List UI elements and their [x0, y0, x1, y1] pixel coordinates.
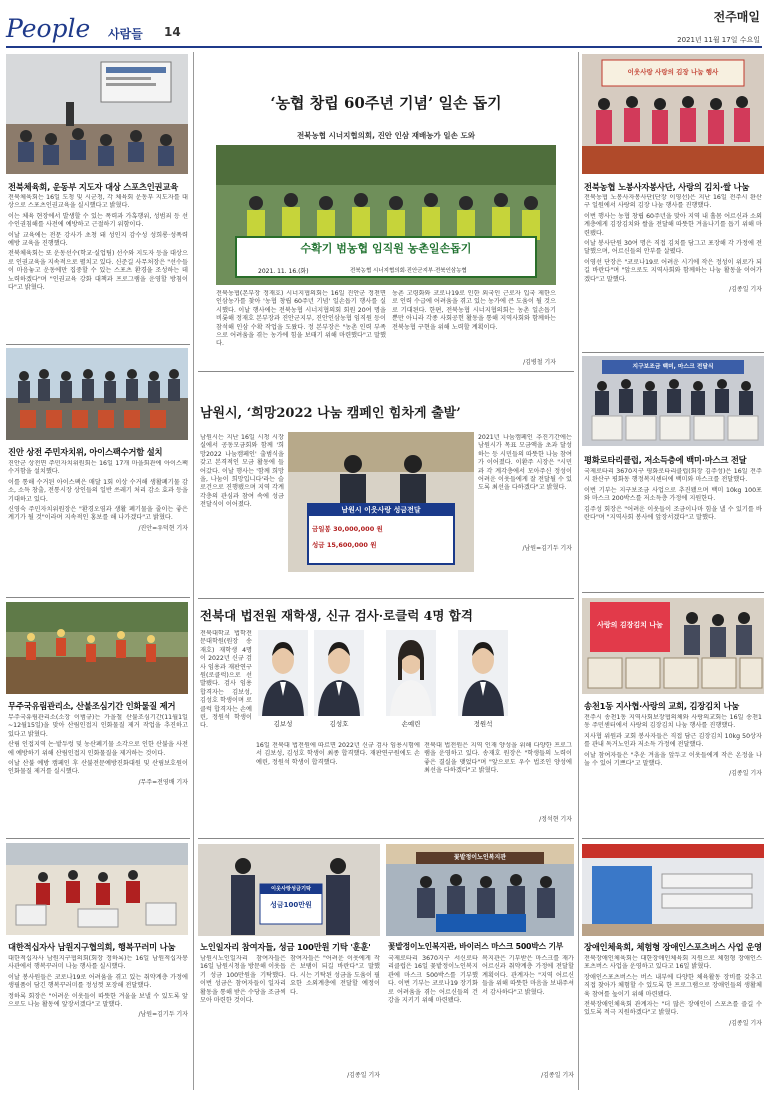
a1-rule — [6, 344, 190, 345]
a8-body-left: 남원시노인일자리 참여자들은 16일 남원시청을 방문해 이웃돕기 성금 100만원을 기탁했다. 이번 성금은 참여자들이 일자리 활동을 통해 받은 수당을 조금씩 모아 마련한 것이다. — [200, 955, 286, 1005]
a5-banner-date: 2021. 11. 16.(화) — [258, 268, 309, 275]
a3-photo-field-work — [6, 602, 188, 694]
issue-date: 2021년 11월 17일 수요일 — [677, 36, 760, 44]
a10-body: 전북농협 노봉사자봉사단(단장 이영선)은 지난 16일 전주시 완산구 일원에서 사랑의 김장 나눔 행사를 진행했다. 이번 행사는 농협 창립 60주년을 맞아 지역 내 홀몸 어르신과 소외계층에게 김장김치와 쌀을 전달해 따뜻한 겨울나기를 돕기 위해 마련됐다. 이날 봉사단원 30여 명은 직접 김치를 담그고 포장해 각 가정에 전달했으며, 어르신들의 안부를 살폈다. 이영선 단장은 "코로나19로 어려운 시기에 작은 정성이 위로가 되길 바란다"며 "앞으로도 지역사회와 함께하는 나눔 활동을 이어가겠다"고 말했다. /김종일 기자 — [584, 194, 762, 294]
a10-headline: 전북농협 노봉사자봉사단, 사랑의 김치·쌀 나눔 — [584, 182, 750, 192]
a5-rule — [198, 371, 574, 372]
a5-subhead: 전북농협 시너지협의회, 진안 인삼 재배농가 일손 도와 — [297, 131, 475, 140]
a12-byline: /김종일 기자 — [729, 770, 762, 778]
a6-check-amount2: 성금 15,600,000 원 — [312, 541, 377, 549]
a7-portrait-caption-2: 김성호 — [329, 720, 349, 728]
a12-body: 전주시 송천1동 지역사회보장협의체와 사랑의교회는 16일 송천1동 주민센터에서 사랑의 김장김치 나눔 행사를 진행했다. 지사협 위원과 교회 봉사자들은 직접 담근 김장김치 10kg 50상자를 관내 독거노인과 저소득 가정에 전달했다. 이날 참여자들은 "추운 겨울을 앞두고 이웃들에게 작은 온정을 나눌 수 있어 기쁘다"고 말했다. /김종일 기자 — [584, 714, 762, 778]
a13-headline: 장애인체육회, 체험형 장애인스포츠버스 사업 운영 — [584, 942, 762, 952]
a13-body: 전북장애인체육회는 대한장애인체육회 지원으로 체험형 장애인스포츠버스 사업을 운영하고 있다고 16일 밝혔다. 장애인스포츠버스는 버스 내부에 다양한 체육활동 장비를 갖추고 직접 찾아가 체험할 수 있도록 한 프로그램으로 장애인들의 생활체육 참여를 높이기 위해 마련됐다. 전북장애인체육회 관계자는 "더 많은 장애인이 스포츠를 즐길 수 있도록 적극 지원하겠다"고 밝혔다. /김종일 기자 — [584, 955, 762, 1027]
a8-amount-text: 성금100만원 — [270, 901, 312, 909]
a5-byline: /김병철 기자 — [523, 359, 556, 366]
a2-rule — [6, 597, 190, 598]
a1-headline: 전북체육회, 운동부 지도자 대상 스포츠인권교육 — [8, 182, 179, 192]
a13-photo-sports-bus — [582, 844, 764, 936]
a3-byline: /무주=전영배 기자 — [138, 778, 188, 786]
section-title-en: People — [6, 14, 91, 43]
a2-byline: /진안=우덕현 기자 — [138, 524, 188, 532]
a2-photo-icepack-bins — [6, 348, 188, 440]
a7-portrait-caption-4: 정원석 — [473, 720, 493, 728]
a8-sign-text: 이웃사랑성금기탁 — [270, 886, 312, 892]
a11-headline: 평화로타리클럽, 저소득층에 백미·마스크 전달 — [584, 455, 747, 465]
a3-rule — [6, 838, 190, 839]
a7-portrait-4 — [458, 630, 508, 716]
a7-rule — [198, 838, 574, 839]
a7-headline: 전북대 법전원 재학생, 신규 검사·로클럭 4명 합격 — [200, 608, 473, 623]
a12-headline: 송천1동 지사협·사랑의 교회, 김장김치 나눔 — [584, 701, 740, 711]
header-rule — [6, 46, 762, 48]
a7-portrait-2 — [314, 630, 364, 716]
page-number: 14 — [164, 25, 181, 39]
a8-headline: 노인일자리 참여자들, 성금 100만원 기탁 '훈훈' — [200, 942, 371, 952]
a3-body: 무주국유림관리소(소장 이범규)는 가을철 산불조심기간(11월1일~12월15일)을 맞아 산림인접지 인화물질 제거 작업을 추진하고 있다고 밝혔다. 산림 인접지역 논·밭두렁 및 농산폐기물 소각으로 인한 산불을 사전에 예방하기 위해 산림인접지 인화물질을 제거하는 것이다. 이날 산불 예방 캠페인 후 산불전문예방진화대원 및 산림보호원이 인화물질 제거를 실시했다. /무주=전영배 기자 — [8, 714, 188, 786]
a7-portrait-caption-3: 손예린 — [401, 720, 421, 728]
a7-body-right: 전북대 법전원은 지역 인재 양성을 위해 다양한 프로그램을 운영하고 있다. 송재호 원장은 "학생들의 노력이 좋은 결실을 맺었다"며 "앞으로도 우수 법조인 양성에 최선을 다하겠다"고 밝혔다. — [424, 742, 572, 775]
a9-photo-banner: 꽃밭정이노인복지관 — [453, 854, 507, 861]
a9-body-left: 국제로타리 3670지구 서신로타리클럽은 16일 꽃밭정이노인복지관에 마스크 500박스를 기부했다. 이번 기부는 코로나19 장기화로 어려움을 겪는 어르신들의 건강을 지키기 위해 마련됐다. — [388, 955, 478, 1005]
a5-banner-org: 전북농협 시너지협의회·진안군지부·전북인삼농협 — [350, 268, 467, 274]
a7-portrait-3 — [386, 630, 436, 716]
a12-photo-kimchi-share — [582, 598, 764, 694]
a11-sign-text: 지구보조금 백미, 마스크 전달식 — [632, 364, 714, 370]
a7-body-mid: 16일 전북대 법전원에 따르면 2022년 신규 검사 임용시험에서 김보성, 김성호 학생이 최종 합격했다. 재판연구원에도 손예린, 정원석 학생이 합격했다. — [256, 742, 420, 766]
section-title-ko: 사람들 — [108, 27, 143, 41]
a2-headline: 진안 상전 주민자치위, 아이스팩수거함 설치 — [8, 447, 163, 457]
a1-photo-seminar — [6, 54, 188, 174]
a6-check-title: 남원시 이웃사랑 성금전달 — [341, 506, 421, 514]
a6-byline: /남원=김기두 기자 — [522, 545, 572, 552]
a3-headline: 무주국유림관리소, 산불조심기간 인화물질 제거 — [8, 701, 176, 711]
a1-body: 전북체육회는 16일 도청 및 시군청, 각 체육회 운동부 지도자를 대상으로 스포츠인권교육을 실시했다고 밝혔다. 이는 체육 현장에서 발생할 수 있는 폭력과 가혹행위, 성범죄 등 선수인권침해를 사전에 예방하고 근절하기 위함이다. 이날 교육에는 전문 강사가 초청 돼 성인지 감수성 성희롱·성폭력 예방 교육을 진행했다. 전북체육회는 또 운동선수(학교·실업팀) 선수와 지도자 등을 대상으로 인권교육을 지속적으로 펼치고 있다. 신준길 사무처장은 "선수들이 마음놓고 운동에만 집중할 수 있는 스포츠 환경을 조성하는 데 노력하겠다"며 "인권교육 강화 대책과 프로그램을 운영할 방침이다"고 밝혔다. — [8, 194, 188, 292]
a7-byline: /정석현 기자 — [539, 816, 572, 823]
a9-body-right: 복지관은 기부받은 마스크를 재가 어르신과 취약계층 가정에 전달할 계획이다. 관계자는 "지역 어르신들을 위해 따뜻한 마음을 보내주셔서 감사하다"고 밝혔다. — [482, 955, 574, 996]
a10-rule — [582, 352, 764, 353]
a7-portrait-caption-1: 김보성 — [273, 720, 293, 728]
a4-body: 대한적십자사 남원지구협의회(회장 정하록)는 16일 남원적십자봉사관에서 행복꾸러미 나눔 행사를 실시했다. 이날 봉사원들은 코로나19로 어려움을 겪고 있는 취약계층 가정에 생필품이 담긴 행복꾸러미를 정성껏 포장해 전달했다. 정하록 회장은 "어려운 이웃들이 따뜻한 겨울을 보낼 수 있도록 앞으로도 나눔 활동에 앞장서겠다"고 말했다. /남원=김기두 기자 — [8, 955, 188, 1019]
a4-photo-volunteers — [6, 843, 188, 935]
a5-headline: ‘농협 창립 60주년 기념’ 일손 돕기 — [270, 94, 502, 112]
a5-banner-text: 수확기 범농협 임직원 농촌일손돕기 — [300, 242, 472, 255]
a5-photo-group — [216, 145, 556, 285]
a6-body-left: 남원시는 지난 16일 시청 시장실에서 공동모금회와 함께 '희망2022 나눔캠페인' 출범식을 갖고 본격적인 모금 활동에 들어갔다. 이날 행사는 '함께 희망을, 나눔이 희망입니다'라는 슬로건으로 진행됐으며 지역 각계각층의 관심과 참여 속에 성금 전달식이 이어졌다. — [200, 434, 284, 509]
a4-headline: 대한적십자사 남원지구협의회, 행복꾸러미 나눔 — [8, 942, 176, 952]
a13-byline: /김종일 기자 — [729, 1019, 762, 1027]
a6-body-right: 2021년 나눔캠페인 추진기간에는 남원시가 목표 모금액을 초과 달성하는 등 시민들의 따뜻한 나눔 참여가 이어졌다. 이환주 시장은 "시민과 각 계각층에서 모아주신 정성이 어려운 이웃들에게 잘 전달될 수 있도록 최선을 다하겠다"고 밝혔다. — [478, 434, 572, 492]
a9-byline: /김종일 기자 — [541, 1072, 574, 1079]
a2-body: 진안군 상전면 주민자치위원회는 16일 17개 마을회관에 아이스팩수거함을 설치했다. 이를 통해 수거된 아이스팩은 매달 1회 이상 수거해 생활폐기물 감소, 소득 창출, 전통시장 상인들의 일반 쓰레기 처리 감소 효과 등을 기대하고 있다. 신영숙 주민자치위원장은 "환경오염과 생활 폐기물을 줄이는 좋은 계기가 될 것"이라며 지속적인 홍보를 해 나가겠다"고 밝혔다. /진안=우덕현 기자 — [8, 460, 188, 532]
a11-body: 국제로타리 3670지구 평화로타리클럽(회장 김주성)은 16일 전주시 완산구 평화동 행정복지센터에 백미와 마스크를 전달했다. 이번 기부는 지구보조금 사업으로 추진됐으며 백미 10kg 100포와 마스크 200박스를 저소득층 가정에 지원한다. 김주성 회장은 "어려운 이웃들이 조금이나마 힘을 낼 수 있기를 바란다"며 "지역사회 봉사에 앞장서겠다"고 말했다. — [584, 468, 762, 522]
a10-byline: /김종일 기자 — [729, 286, 762, 294]
a8-byline: /김종일 기자 — [347, 1072, 380, 1079]
a12-rule — [582, 838, 764, 839]
a6-headline: 남원시, ‘희망2022 나눔 캠페인 힘차게 출발’ — [200, 406, 461, 421]
a8-body-right: 참여자들은 "어려운 이웃에게 작은 보탬이 되길 바란다"고 말했다. 시는 기탁된 성금을 도움이 필요한 소외계층에 전달할 예정이다. — [290, 955, 380, 996]
a6-photo-check — [288, 432, 474, 572]
a10-sign-text: 이웃사랑 사랑의 김장 나눔 행사 — [627, 68, 719, 76]
a9-headline: 꽃밭정이노인복지관, 바이러스 마스크 500박스 기부 — [388, 942, 564, 951]
a6-rule — [198, 598, 574, 599]
paper-name: 전주매일 — [713, 10, 760, 24]
a7-portrait-1 — [258, 630, 308, 716]
right-column-divider — [578, 52, 579, 1090]
left-column-divider — [193, 52, 194, 1090]
a7-body-left: 전북대학교 법학전문대학원(원장 송재호) 재학생 4명이 2022년 신규 검사 임용과 재판연구원(로클럭)으로 선발됐다. 검사 임용 합격자는 김보성, 김성호 학생이며 로클럭 합격자는 손예린, 정원석 학생이다. — [200, 630, 252, 730]
a6-check-amount1: 금일봉 30,000,000 원 — [312, 525, 383, 533]
a4-byline: /남원=김기두 기자 — [138, 1011, 188, 1019]
a5-body-right: 농촌 고령화와 코로나19로 인한 외국인 근로자 입국 제한으로 인력 수급에 어려움을 겪고 있는 농가에 큰 도움이 될 것으로 기대된다. 한편, 전북농협 시너지협의회는 농촌 일손돕기 뿐만 아니라 각종 사회공헌 활동을 통해 지역사회와 함께하는 전북농협 구현을 위해 노력할 계획이다. — [392, 290, 556, 331]
a5-body-left: 전북농협(본부장 정재호) 시너지협의회는 16일 진안군 정천면 인삼농가를 찾아 '농협 창립 60주년 기념' 일손돕기 행사를 실시했다. 이날 행사에는 전북농협 시너지협의회 회원 20여 명을 비롯해 정재호 본부장과 진안군지부, 진안인삼농협 임직원 등이 참석해 인삼 수확 작업을 도왔다. 정 본부장은 "농촌 인력 부족으로 어려움을 겪는 농가에 힘을 보태기 위해 마련했다"고 말했다. — [216, 290, 386, 348]
a12-sign-text: 사랑의 김장김치 나눔 — [597, 621, 663, 629]
a11-rule — [582, 592, 764, 593]
